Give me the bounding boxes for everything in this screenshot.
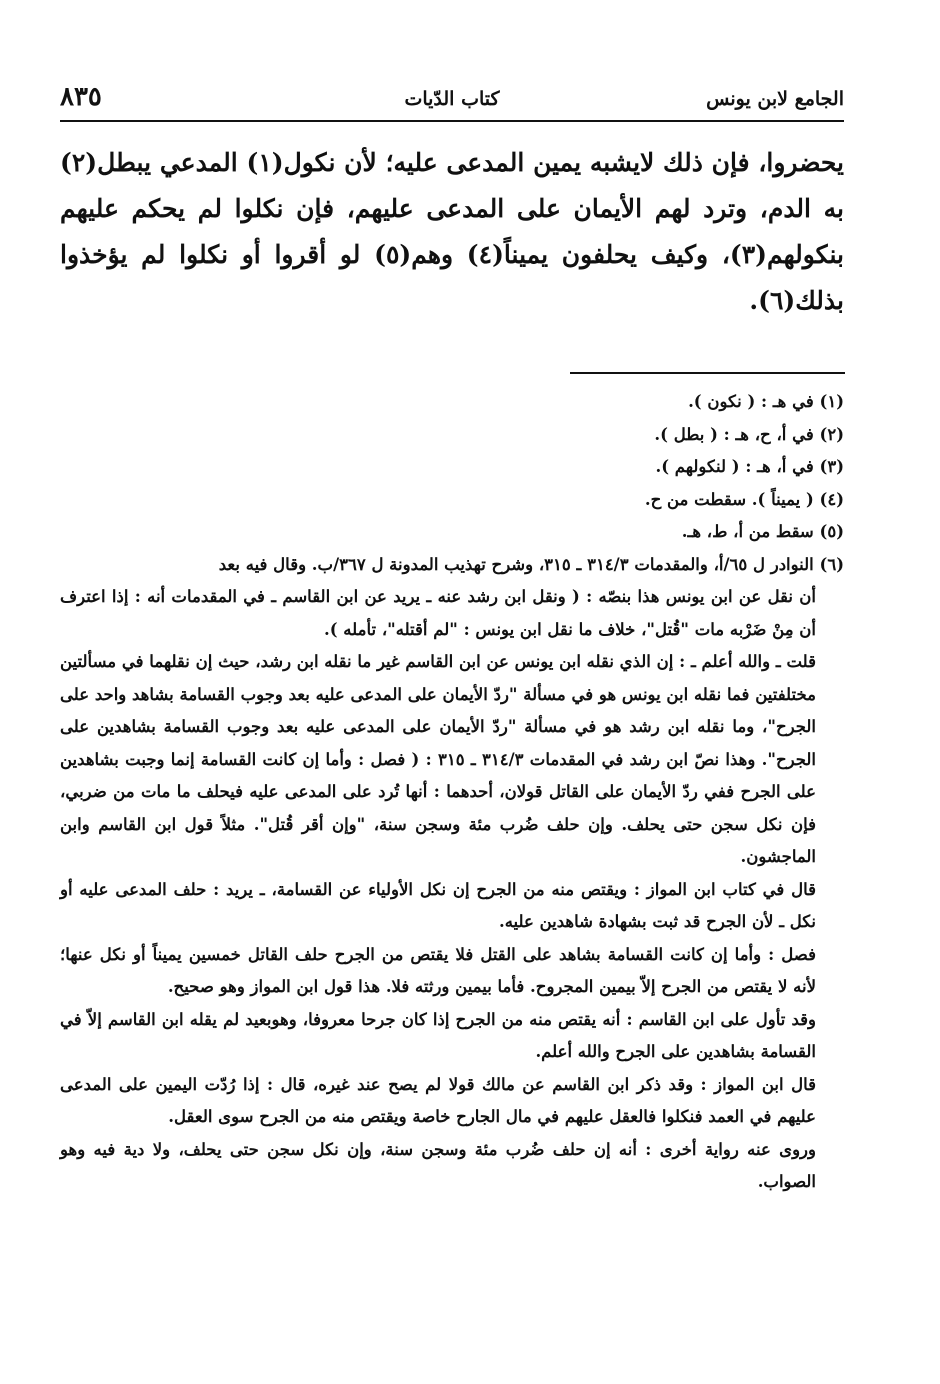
footnote-4: (٤) ( يميناً ). سقطت من ح. — [644, 489, 844, 509]
footnotes-section — [60, 386, 844, 1199]
page-header — [60, 84, 844, 118]
footnote-6-paragraph: قال ابن المواز : وقد ذكر ابن القاسم عن مالك قولا لم يصح عند غيره، قال : إذا رُدّت اليمين على المدعى عليهم في العمد فنكلوا فالعقل عليهم في مال الجارح خاصة ويقتص منه من الجرح سوى العقل. — [60, 1074, 816, 1126]
footnote-6-paragraph: قلت ـ والله أعلم ـ : إن الذي نقله ابن يونس عن ابن القاسم غير ما نقله ابن رشد، حيث إن نقلهما في مسألتين مختلفتين فما نقله ابن يونس هو في مسألة "ردّ الأيمان على المدعى عليه بعد وجوب القسامة بشاهد واحد على الجرح"، وما نقله ابن رشد هو في مسألة "ردّ الأيمان على المدعى عليه بعد وجوب القسامة بشاهدين على الجرح". وهذا نصّ ابن رشد في المقدمات ٣١٤/٣ ـ ٣١٥ : ( فصل : وأما إن كانت القسامة إنما وجبت بشاهدين على الجرح ففي ردّ الأيمان على القاتل قولان، أحدهما : أنها تُرد على المدعى عليه فيحلف ما مات من ضربي، فإن نكل سجن حتى يحلف. وإن حلف ضُرب مئة وسجن سنة، "وإن أقر قُتل". مثلاً قول ابن القاسم وابن الماجشون. — [60, 652, 816, 866]
running-chapter-title: كتاب الدّيات — [404, 88, 500, 110]
footnote-2: (٢) في أ، ح، هـ : ( بطل ). — [654, 424, 844, 444]
header-divider — [60, 120, 844, 122]
footnote-6-intro: (٦) النوادر ل ٦٥/أ، والمقدمات ٣١٤/٣ ـ ٣١٥، وشرح تهذيب المدونة ل ٣٦٧/ب. وقال فيه بعد — [218, 554, 844, 574]
page-number: ٨٣٥ — [60, 82, 102, 112]
running-book-title: الجامع لابن يونس — [706, 88, 844, 110]
footnote-divider — [570, 372, 845, 374]
footnote-6-paragraph: فصل : وأما إن كانت القسامة بشاهد على القتل فلا يقتص من الجرح حلف القاتل خمسين يميناً أو نكل عنها؛ لأنه لا يقتص من الجرح إلاّ بيمين المجروح. فأما بيمين ورثته فلا. هذا قول ابن المواز وهو صحيح. — [60, 944, 816, 996]
main-paragraph: يحضروا، فإن ذلك لايشبه يمين المدعى عليه؛ لأن نكول(١) المدعي يبطل(٢) به الدم، وترد لهم الأيمان على المدعى عليهم، فإن نكلوا لم يحكم عليهم بنكولهم(٣)، وكيف يحلفون يميناً(٤) وهم(٥) لو أقروا أو نكلوا لم يؤخذوا بذلك(٦). — [60, 148, 844, 315]
main-text-block — [60, 140, 844, 324]
footnote-6-paragraph: وروى عنه رواية أخرى : أنه إن حلف ضُرب مئة وسجن سنة، وإن نكل سجن حتى يحلف، ولا دية فيه وهو الصواب. — [60, 1139, 816, 1191]
footnote-5: (٥) سقط من أ، ط، هـ. — [681, 522, 844, 541]
footnote-6-paragraph: وقد تأول على ابن القاسم : أنه يقتص منه من الجرح إذا كان جرحا معروفا، وهوبعيد لم يقله ابن القاسم إلاّ في القسامة بشاهدين على الجرح والله أعلم. — [60, 1009, 816, 1061]
footnote-6-paragraph: قال في كتاب ابن المواز : ويقتص منه من الجرح إن نكل الأولياء عن القسامة، ـ يريد : حلف المدعى عليه أو نكل ـ لأن الجرح قد ثبت بشهادة شاهدين عليه. — [60, 879, 816, 931]
footnote-6-paragraph: أن نقل عن ابن يونس هذا بنصّه : ( ونقل ابن رشد عنه ـ يريد عن ابن القاسم ـ في المقدمات أنه : إذا اعترف أن مِنْ ضَرْبه مات "قُتل"، خلاف ما نقل ابن يونس : "لم أقتله"، تأمله ). — [60, 587, 816, 639]
footnote-1: (١) في هـ : ( نكون ). — [688, 392, 844, 411]
footnote-3: (٣) في أ، هـ : ( لنكولهم ). — [655, 457, 844, 476]
